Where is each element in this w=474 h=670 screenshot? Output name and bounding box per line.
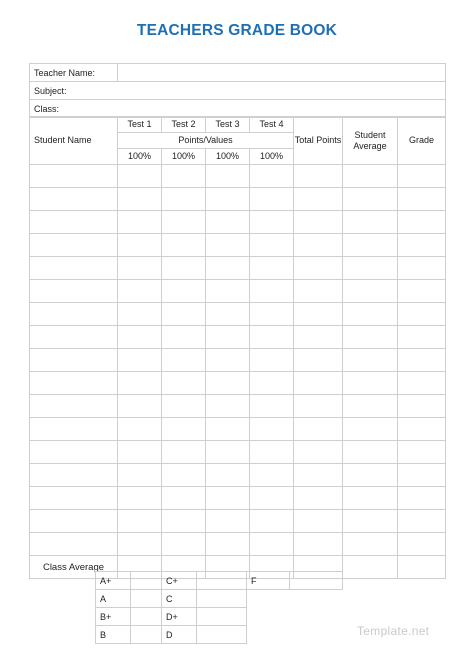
grade-cell[interactable]	[206, 349, 250, 372]
header-row-tests	[30, 117, 446, 133]
grade-cell[interactable]	[250, 234, 294, 257]
grade-cell[interactable]	[294, 280, 343, 303]
grade-cell[interactable]	[162, 257, 206, 280]
grade-cell[interactable]	[118, 257, 162, 280]
grade-cell[interactable]	[294, 487, 343, 510]
student-average-header: Student Average	[343, 117, 398, 165]
grade-cell[interactable]	[30, 234, 118, 257]
student-rows	[30, 165, 446, 556]
grade-cell[interactable]	[118, 234, 162, 257]
grade-cell[interactable]	[398, 487, 446, 510]
grade-cell[interactable]	[343, 441, 398, 464]
grade-cell[interactable]	[30, 487, 118, 510]
grade-cell[interactable]	[343, 464, 398, 487]
grade-cell[interactable]	[398, 326, 446, 349]
grade-cell[interactable]	[250, 280, 294, 303]
grade-cell[interactable]	[162, 234, 206, 257]
grade-cell[interactable]	[294, 211, 343, 234]
teacher-row	[30, 64, 446, 82]
grade-range-cell[interactable]	[131, 590, 162, 608]
grade-cell[interactable]	[206, 188, 250, 211]
grade-cell[interactable]	[118, 303, 162, 326]
grade-cell[interactable]	[162, 280, 206, 303]
student-row	[30, 234, 446, 257]
grade-cell[interactable]	[162, 372, 206, 395]
grade-cell[interactable]	[118, 418, 162, 441]
page-title: TEACHERS GRADE BOOK	[136, 22, 338, 39]
grade-cell[interactable]	[118, 441, 162, 464]
test-1-header: Test 1	[118, 117, 162, 133]
grade-cell[interactable]	[206, 303, 250, 326]
grade-cell[interactable]	[206, 234, 250, 257]
grade-scale-row	[96, 626, 343, 644]
student-row	[30, 349, 446, 372]
grade-cell[interactable]	[343, 326, 398, 349]
student-row	[30, 303, 446, 326]
grade-cell[interactable]	[250, 395, 294, 418]
grade-letter: A	[96, 590, 131, 608]
subject-label[interactable]: Subject:	[30, 82, 446, 100]
grade-range-cell[interactable]	[197, 590, 247, 608]
grade-cell[interactable]	[343, 510, 398, 533]
test-2-header: Test 2	[162, 117, 206, 133]
grade-cell[interactable]	[30, 395, 118, 418]
grade-cell[interactable]	[250, 211, 294, 234]
grade-letter: A+	[96, 572, 131, 590]
grade-range-cell[interactable]	[131, 572, 162, 590]
grade-cell[interactable]	[398, 165, 446, 188]
grade-cell[interactable]	[30, 257, 118, 280]
teacher-field[interactable]	[118, 64, 446, 82]
grade-cell[interactable]	[398, 280, 446, 303]
grade-cell[interactable]	[294, 326, 343, 349]
grade-cell[interactable]	[118, 280, 162, 303]
grade-range-cell[interactable]	[290, 608, 343, 626]
grade-cell[interactable]	[206, 280, 250, 303]
student-row	[30, 280, 446, 303]
grade-cell[interactable]	[162, 188, 206, 211]
grade-cell[interactable]	[162, 487, 206, 510]
grade-letter	[247, 590, 290, 608]
grade-cell[interactable]	[398, 418, 446, 441]
student-row	[30, 165, 446, 188]
grade-cell[interactable]	[294, 257, 343, 280]
grade-cell[interactable]	[343, 303, 398, 326]
class-average-cell[interactable]	[398, 556, 446, 579]
grade-cell[interactable]	[118, 165, 162, 188]
grade-cell[interactable]	[30, 533, 118, 556]
grade-cell[interactable]	[162, 211, 206, 234]
grade-cell[interactable]	[30, 303, 118, 326]
grade-letter: C	[162, 590, 197, 608]
grade-cell[interactable]	[398, 395, 446, 418]
grade-cell[interactable]	[343, 487, 398, 510]
grade-cell[interactable]	[118, 211, 162, 234]
grade-scale-row	[96, 608, 343, 626]
grade-cell[interactable]	[398, 510, 446, 533]
grade-range-cell[interactable]	[197, 608, 247, 626]
student-row	[30, 418, 446, 441]
grade-cell[interactable]	[30, 165, 118, 188]
grade-cell[interactable]	[250, 418, 294, 441]
student-row	[30, 395, 446, 418]
grade-range-cell[interactable]	[290, 572, 343, 590]
subject-row	[30, 82, 446, 100]
student-row	[30, 326, 446, 349]
grade-cell[interactable]	[343, 211, 398, 234]
grade-cell[interactable]	[162, 395, 206, 418]
grade-cell[interactable]	[162, 441, 206, 464]
grade-cell[interactable]	[162, 303, 206, 326]
grade-cell[interactable]	[398, 234, 446, 257]
grade-cell[interactable]	[206, 395, 250, 418]
grade-cell[interactable]	[162, 464, 206, 487]
grade-cell[interactable]	[398, 211, 446, 234]
student-row	[30, 441, 446, 464]
grade-cell[interactable]	[118, 487, 162, 510]
teacher-label: Teacher Name:	[30, 64, 118, 82]
grade-cell[interactable]	[30, 326, 118, 349]
grade-cell[interactable]	[343, 418, 398, 441]
grade-range-cell[interactable]	[131, 626, 162, 644]
total-points-header: Total Points	[294, 117, 343, 165]
grade-cell[interactable]	[162, 418, 206, 441]
grade-cell[interactable]	[206, 510, 250, 533]
grade-table	[29, 116, 446, 579]
grade-letter	[247, 626, 290, 644]
grade-cell[interactable]	[343, 165, 398, 188]
class-row	[30, 100, 446, 118]
grade-cell[interactable]	[398, 533, 446, 556]
grade-range-cell[interactable]	[197, 626, 247, 644]
grade-cell[interactable]	[206, 257, 250, 280]
class-average-cell[interactable]	[343, 556, 398, 579]
grade-cell[interactable]	[118, 464, 162, 487]
grade-letter: B	[96, 626, 131, 644]
class-average-label: Class Average	[30, 556, 118, 579]
grade-cell[interactable]	[250, 257, 294, 280]
grade-cell[interactable]	[398, 188, 446, 211]
grade-cell[interactable]	[30, 280, 118, 303]
grade-cell[interactable]	[294, 464, 343, 487]
grade-cell[interactable]	[118, 326, 162, 349]
info-table	[29, 63, 446, 118]
grade-cell[interactable]	[30, 211, 118, 234]
grade-cell[interactable]	[294, 533, 343, 556]
grade-cell[interactable]	[343, 257, 398, 280]
test-3-weight: 100%	[206, 149, 250, 165]
grade-cell[interactable]	[250, 510, 294, 533]
grade-cell[interactable]	[30, 418, 118, 441]
student-row	[30, 533, 446, 556]
grade-cell[interactable]	[118, 510, 162, 533]
grade-cell[interactable]	[294, 165, 343, 188]
grade-letter: B+	[96, 608, 131, 626]
grade-cell[interactable]	[118, 188, 162, 211]
points-values-header: Points/Values	[118, 133, 294, 149]
grade-cell[interactable]	[206, 165, 250, 188]
grade-cell[interactable]	[162, 510, 206, 533]
grade-cell[interactable]	[162, 165, 206, 188]
test-3-header: Test 3	[206, 117, 250, 133]
grade-cell[interactable]	[30, 349, 118, 372]
grade-cell[interactable]	[343, 372, 398, 395]
grade-range-cell[interactable]	[290, 590, 343, 608]
grade-letter: D	[162, 626, 197, 644]
student-row	[30, 372, 446, 395]
grade-cell[interactable]	[162, 349, 206, 372]
grade-header: Grade	[398, 117, 446, 165]
test-2-weight: 100%	[162, 149, 206, 165]
grade-cell[interactable]	[206, 418, 250, 441]
grade-cell[interactable]	[343, 395, 398, 418]
grade-cell[interactable]	[343, 280, 398, 303]
grade-scale-row	[96, 590, 343, 608]
grade-range-cell[interactable]	[197, 572, 247, 590]
grade-cell[interactable]	[398, 257, 446, 280]
test-1-weight: 100%	[118, 149, 162, 165]
grade-cell[interactable]	[294, 510, 343, 533]
grade-cell[interactable]	[118, 533, 162, 556]
grade-cell[interactable]	[118, 395, 162, 418]
grade-cell[interactable]	[294, 188, 343, 211]
grade-cell[interactable]	[206, 326, 250, 349]
grade-cell[interactable]	[162, 326, 206, 349]
grade-cell[interactable]	[343, 188, 398, 211]
grade-cell[interactable]	[250, 533, 294, 556]
grade-cell[interactable]	[250, 464, 294, 487]
grade-cell[interactable]	[30, 188, 118, 211]
grade-cell[interactable]	[398, 372, 446, 395]
grade-cell[interactable]	[398, 303, 446, 326]
grade-cell[interactable]	[294, 303, 343, 326]
grade-cell[interactable]	[343, 533, 398, 556]
grade-cell[interactable]	[294, 418, 343, 441]
test-4-header: Test 4	[250, 117, 294, 133]
grade-cell[interactable]	[250, 441, 294, 464]
grade-letter: C+	[162, 572, 197, 590]
watermark-logo: Template.net	[357, 624, 430, 638]
grade-cell[interactable]	[250, 165, 294, 188]
student-row	[30, 257, 446, 280]
grade-cell[interactable]	[398, 464, 446, 487]
grade-letter	[247, 608, 290, 626]
grade-cell[interactable]	[250, 349, 294, 372]
grade-cell[interactable]	[30, 464, 118, 487]
grade-cell[interactable]	[250, 188, 294, 211]
grade-cell[interactable]	[206, 464, 250, 487]
grade-letter: D+	[162, 608, 197, 626]
student-row	[30, 510, 446, 533]
grade-cell[interactable]	[250, 372, 294, 395]
grade-cell[interactable]	[206, 372, 250, 395]
student-name-header: Student Name	[30, 117, 118, 165]
grade-cell[interactable]	[294, 441, 343, 464]
grade-cell[interactable]	[206, 441, 250, 464]
grade-cell[interactable]	[294, 372, 343, 395]
grade-letter: F	[247, 572, 290, 590]
test-4-weight: 100%	[250, 149, 294, 165]
grade-cell[interactable]	[250, 303, 294, 326]
grade-scale-row	[96, 572, 343, 590]
grade-cell[interactable]	[294, 234, 343, 257]
grade-range-cell[interactable]	[131, 608, 162, 626]
grade-cell[interactable]	[30, 372, 118, 395]
grade-cell[interactable]	[206, 211, 250, 234]
grade-cell[interactable]	[30, 510, 118, 533]
grade-cell[interactable]	[118, 349, 162, 372]
grade-cell[interactable]	[206, 533, 250, 556]
grade-cell[interactable]	[250, 326, 294, 349]
grade-cell[interactable]	[294, 395, 343, 418]
student-row	[30, 464, 446, 487]
student-row	[30, 487, 446, 510]
grade-cell[interactable]	[343, 234, 398, 257]
grade-cell[interactable]	[398, 441, 446, 464]
grade-cell[interactable]	[30, 441, 118, 464]
grade-cell[interactable]	[250, 487, 294, 510]
grade-cell[interactable]	[206, 487, 250, 510]
grade-cell[interactable]	[294, 349, 343, 372]
grade-cell[interactable]	[343, 349, 398, 372]
class-label[interactable]: Class:	[30, 100, 446, 118]
grade-cell[interactable]	[118, 372, 162, 395]
grade-range-cell[interactable]	[290, 626, 343, 644]
grade-cell[interactable]	[398, 349, 446, 372]
grade-scale-table	[95, 571, 343, 644]
student-row	[30, 211, 446, 234]
grade-cell[interactable]	[162, 533, 206, 556]
student-row	[30, 188, 446, 211]
